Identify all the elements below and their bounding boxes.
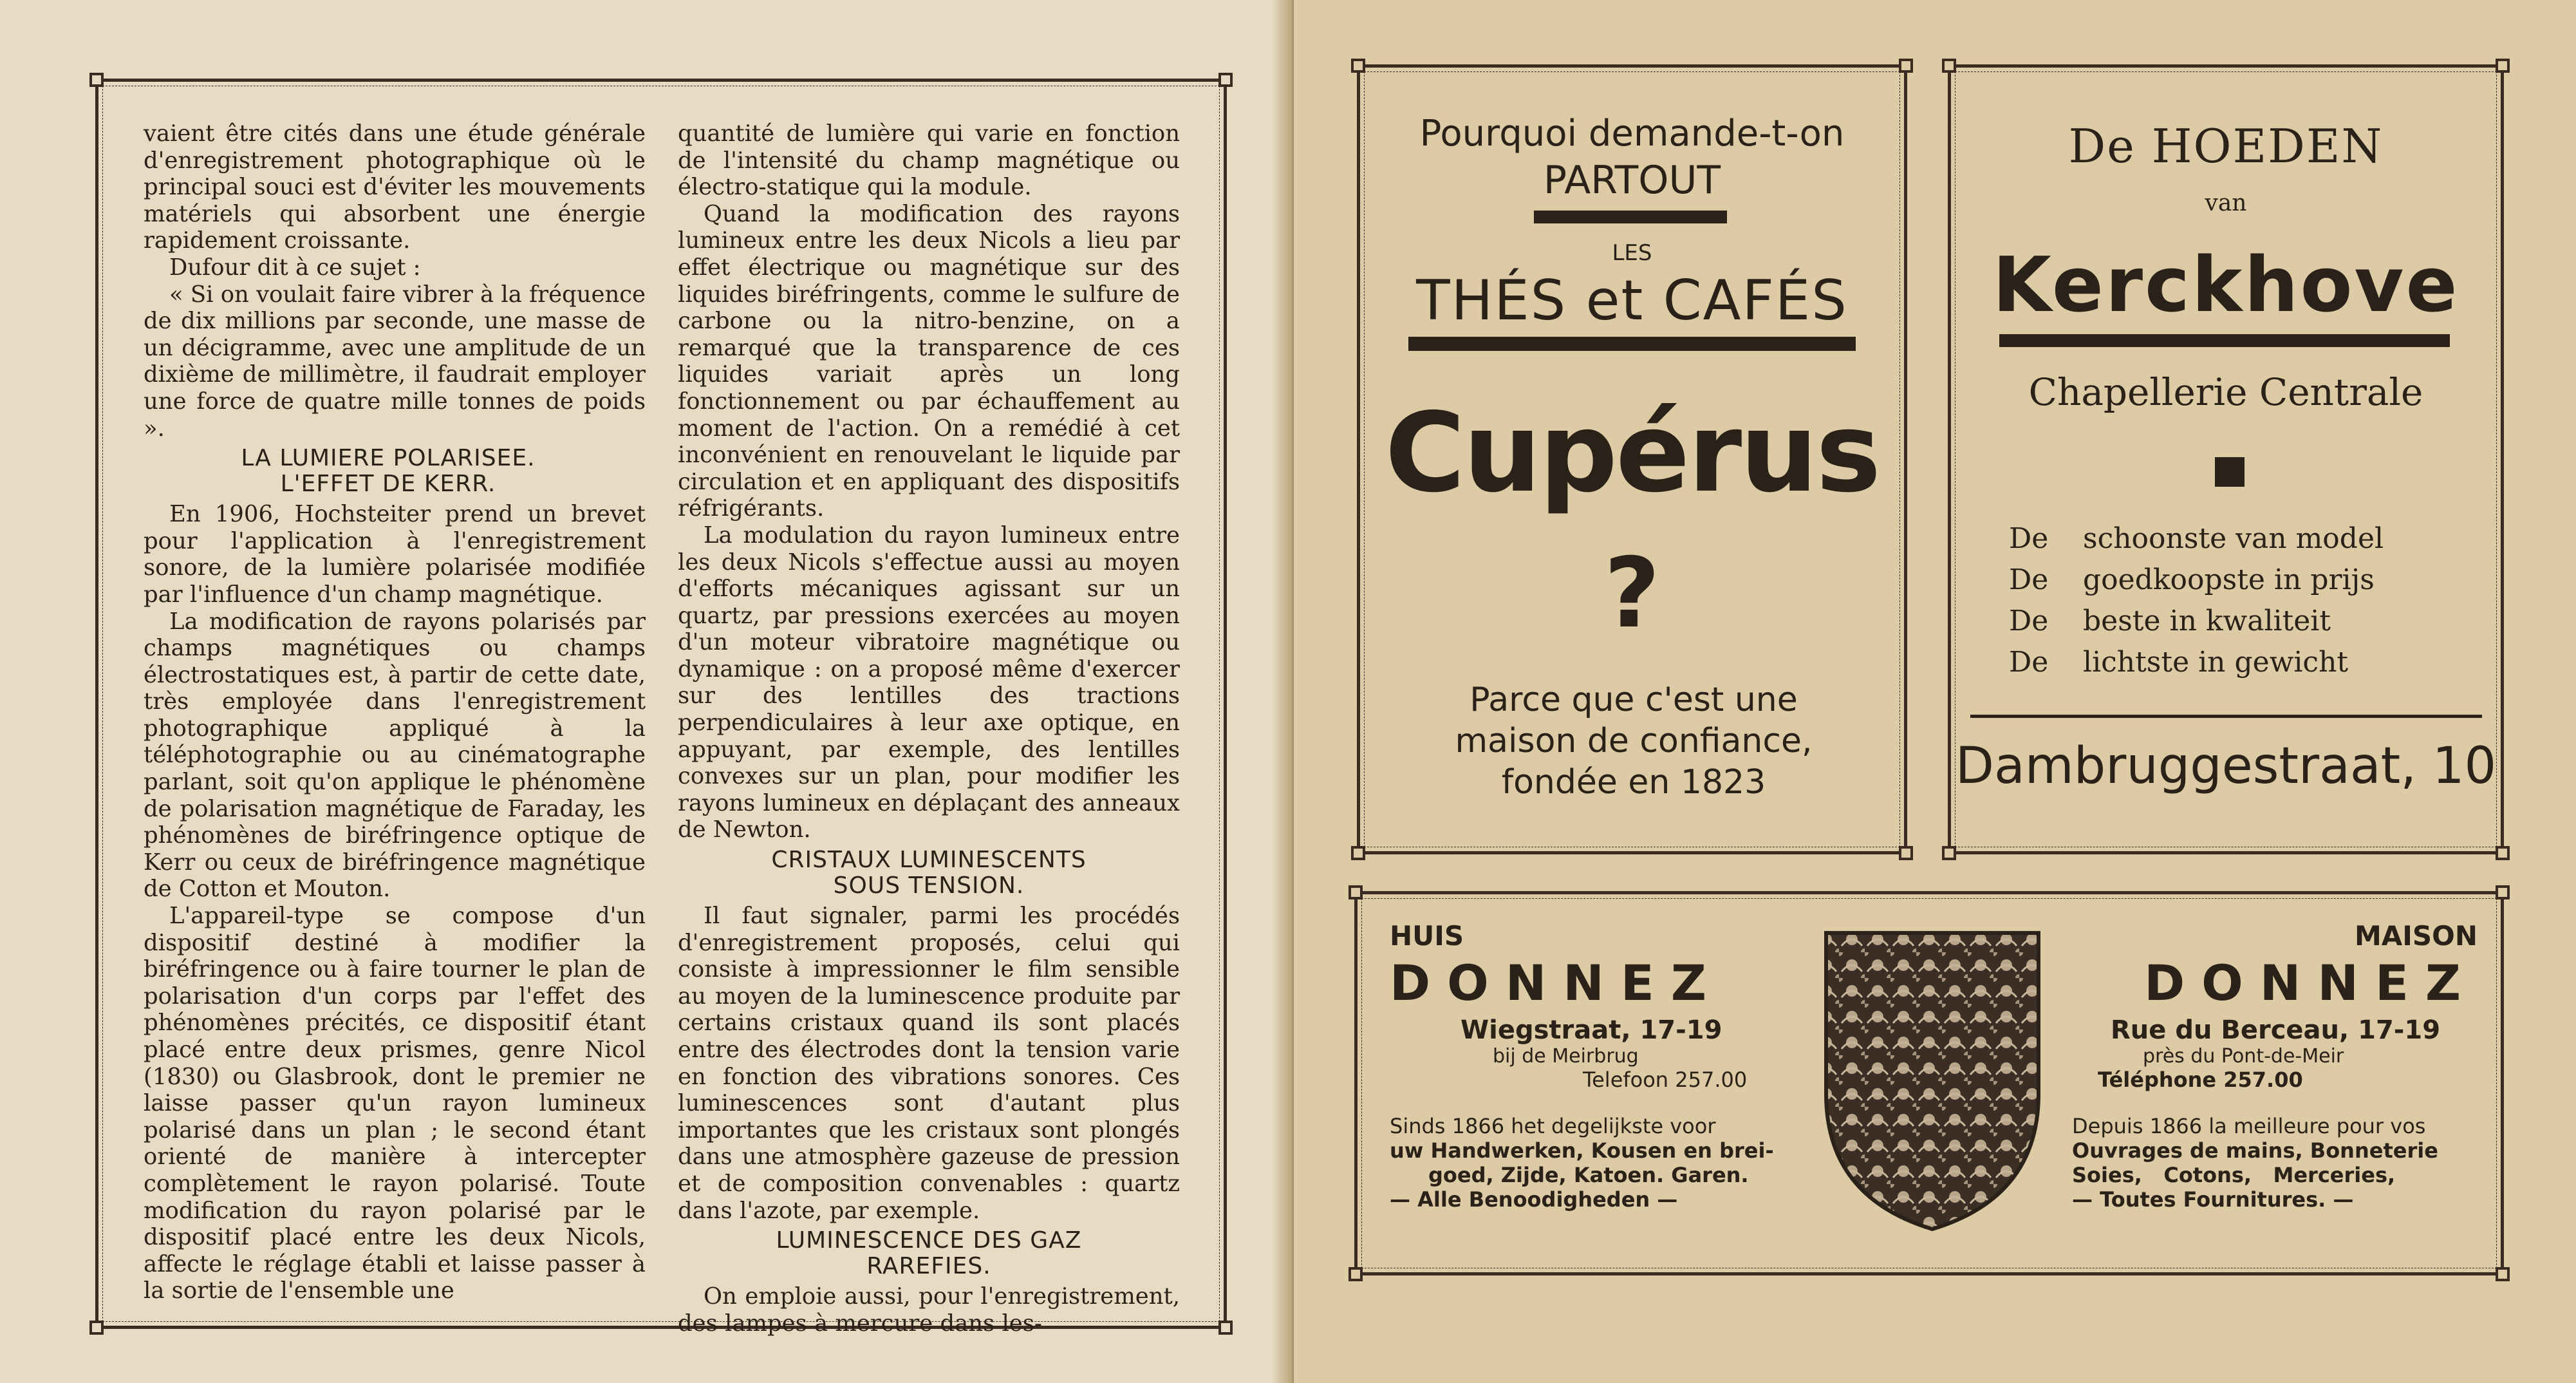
paragraph: vaient être cités dans une étude générale d'enregistrement photographique où le principal souci est d'éviter les mouvements matériels qui absorbent une énergie rapidement croissante. xyxy=(144,120,646,254)
ad-line: goed, Zijde, Katoen. Garen. xyxy=(1428,1163,1749,1187)
frame-corner-ornament xyxy=(2496,59,2510,73)
ad-line: Depuis 1866 la meilleure pour vos xyxy=(2072,1114,2426,1138)
article-column-right xyxy=(678,120,1180,1337)
paragraph: En 1906, Hochsteiter prend un brevet pour l'application à l'enregistrement sonore, de la lumière polarisée modifiée par l'influence d'un champ magnétique. xyxy=(144,501,646,608)
ad-phone: Téléphone 257.00 xyxy=(2098,1068,2303,1092)
frame-corner-ornament xyxy=(1899,59,1913,73)
ad-line: bij de Meirbrug xyxy=(1493,1045,1639,1068)
ad-tagline: Parce que c'est une maison de confiance, fondée en 1823 xyxy=(1455,681,1813,802)
ad-line: HUIS xyxy=(1390,920,1464,952)
ad-brand: Cupérus xyxy=(1385,390,1880,517)
ad-line: LES xyxy=(1612,240,1652,266)
quote-paragraph: « Si on voulait faire vibrer à la fréquence de dix millions par seconde, une masse de un décigramme, avec une amplitude de un dixième de millimètre, il faudrait employer une force de quatre mille tonnes de poids ». xyxy=(144,281,646,442)
frame-corner-ornament xyxy=(1942,846,1956,860)
ad-question-mark: ? xyxy=(1603,538,1660,650)
frame-corner-ornament xyxy=(1351,846,1365,860)
ad-divider xyxy=(1970,715,2482,718)
feature-list xyxy=(2009,518,2421,683)
frame-corner-ornament xyxy=(1349,885,1363,899)
ad-line: De HOEDEN xyxy=(2068,119,2384,173)
ad-line: — Toutes Fournitures. — xyxy=(2072,1187,2354,1212)
paragraph: La modification de rayons polarisés par champs magnétiques ou champs électrostatiques est, à partir de cette date, très employée dans l'enregistrement photographique appliqué à la téléphotographie ou au cinématographe parlant, soit qu'on applique le phénomène de polarisation magnétique de Faraday, les phénomènes de biréfringence optique de Kerr ou ceux de biréfringence magnétique de Cotton et Mouton. xyxy=(144,608,646,903)
frame-corner-ornament xyxy=(89,1321,104,1335)
feature-text: beste in kwaliteit xyxy=(2083,605,2331,637)
ad-street: Wiegstraat, 17-19 xyxy=(1461,1015,1722,1045)
paragraph: L'appareil-type se compose d'un dispositif destiné à modifier la biréfringence ou à faire tourner le plan de polarisation d'un corps par l'effet des phénomènes précités, ce dispositif étant placé entre deux prismes, genre Nicol (1830) ou Glasbrook, dont le premier ne laisse passer qu'un rayon lumineux polarisé dans un plan ; le second étant orienté de manière à intercepter complètement le rayon polarisé. Toute modification du rayon polarisé par le dispositif placé entre les deux Nicols, affecte le réglage établi et laisse passer à la sortie de l'ensemble une xyxy=(144,903,646,1304)
ad-kerckhove xyxy=(1948,64,2504,854)
feature-text: goedkoopste in prijs xyxy=(2083,563,2375,596)
lace-ornament-image xyxy=(1813,927,2051,1236)
ad-line: PARTOUT xyxy=(1543,158,1721,203)
feature-prefix: De xyxy=(2009,646,2049,679)
frame-corner-ornament xyxy=(1899,846,1913,860)
feature-prefix: De xyxy=(2009,522,2049,555)
ad-rule xyxy=(1534,211,1727,223)
frame-corner-ornament xyxy=(1218,1321,1233,1335)
section-heading: CRISTAUX LUMINESCENTS SOUS TENSION. xyxy=(771,847,1087,899)
ad-line: Sinds 1866 het degelijkste voor xyxy=(1390,1114,1716,1138)
feature-row xyxy=(2009,642,2421,683)
ad-rule xyxy=(1408,337,1856,351)
paragraph: quantité de lumière qui varie en fonction de l'intensité du champ magnétique ou électro-statique qui la module. xyxy=(678,120,1180,201)
frame-corner-ornament xyxy=(1942,59,1956,73)
feature-text: lichtste in gewicht xyxy=(2083,646,2349,679)
ad-line: — Alle Benoodigheden — xyxy=(1390,1187,1678,1212)
ad-brand: DONNEZ xyxy=(1390,954,1723,1011)
feature-row xyxy=(2009,518,2421,560)
paragraph: On emploie aussi, pour l'enregistrement, des lampes à mercure dans les- xyxy=(678,1283,1180,1337)
paragraph: Dufour dit à ce sujet : xyxy=(169,254,421,281)
feature-text: schoonste van model xyxy=(2083,522,2384,555)
section-heading: LA LUMIERE POLARISEE. L'EFFET DE KERR. xyxy=(241,445,536,498)
ad-line: van xyxy=(2205,190,2247,216)
feature-prefix: De xyxy=(2009,605,2049,637)
frame-corner-ornament xyxy=(2496,1267,2510,1281)
ad-line: près du Pont-de-Meir xyxy=(2143,1045,2344,1068)
ad-line: uw Handwerken, Kousen en brei- xyxy=(1390,1138,1774,1163)
section-heading: LUMINESCENCE DES GAZ RAREFIES. xyxy=(776,1227,1082,1280)
donnez-dutch xyxy=(1390,920,1782,1212)
paragraph: Quand la modification des rayons lumineux entre les deux Nicols a lieu par effet électrique ou magnétique sur des liquides biréfringents, comme le sulfure de carbone ou la nitro-benzine, on a remarqué que la transparence de ces liquides variait après un long fonctionnement ou par échauffement au moment de l'action. On a remédié à cet inconvénient en renouvelant le liquide par circulation et en appliquant des dispositifs réfrigérants. xyxy=(678,200,1180,522)
frame-corner-ornament xyxy=(2496,885,2510,899)
ad-phone: Telefoon 257.00 xyxy=(1583,1068,1748,1092)
square-ornament xyxy=(2215,457,2245,487)
frame-corner-ornament xyxy=(1351,59,1365,73)
article-frame xyxy=(95,79,1227,1337)
ad-line: MAISON xyxy=(2354,920,2478,952)
ad-line: Soies, Cotons, Merceries, xyxy=(2072,1163,2396,1187)
ad-brand: Kerckhove xyxy=(1992,240,2459,329)
frame-corner-ornament xyxy=(1218,73,1233,87)
donnez-french xyxy=(2072,920,2478,1212)
paragraph: La modulation du rayon lumineux entre les deux Nicols s'effectue aussi au moyen d'efforts mécaniques agissant sur un quartz, par pressions exercées au moyen d'un moteur vibratoire magnétique ou dynamique : on a proposé même d'exercer sur des lentilles des tractions perpendiculaires à leur axe optique, en appuyant, par exemple, des lentilles convexes sur un plan, pour modifier les rayons lumineux en déplaçant des anneaux de Newton. xyxy=(678,522,1180,843)
ad-street: Rue du Berceau, 17-19 xyxy=(2111,1015,2441,1045)
ad-line: Ouvrages de mains, Bonneterie xyxy=(2072,1138,2438,1163)
frame-corner-ornament xyxy=(89,73,104,87)
ad-line: THÉS et CAFÉS xyxy=(1416,268,1848,333)
article-column-left xyxy=(144,120,646,1304)
ad-line: Pourquoi demande-t-on xyxy=(1419,113,1845,155)
feature-row xyxy=(2009,560,2421,601)
frame-corner-ornament xyxy=(2496,846,2510,860)
feature-prefix: De xyxy=(2009,563,2049,596)
paragraph: Il faut signaler, parmi les procédés d'enregistrement proposés, celui qui consiste à impressionner le film sensible au moyen de la luminescence produite par certains cristaux quand ils sont placés entre des électrodes dont la tension varie en fonction des vibrations sonores. Ces luminescences sont d'autant plus importantes que les cristaux sont plongés dans une atmosphère gazeuse de pression et de composition convenables : quartz dans l'azote, par exemple. xyxy=(678,903,1180,1224)
ad-brand: DONNEZ xyxy=(2144,954,2478,1011)
ad-cuperus xyxy=(1357,64,1907,854)
ad-donnez xyxy=(1354,891,2504,1275)
frame-corner-ornament xyxy=(1349,1267,1363,1281)
feature-row xyxy=(2009,601,2421,642)
ad-address: Dambruggestraat, 10 xyxy=(1955,737,2497,795)
ad-rule xyxy=(1999,334,2450,347)
ad-subtitle: Chapellerie Centrale xyxy=(2028,370,2423,414)
